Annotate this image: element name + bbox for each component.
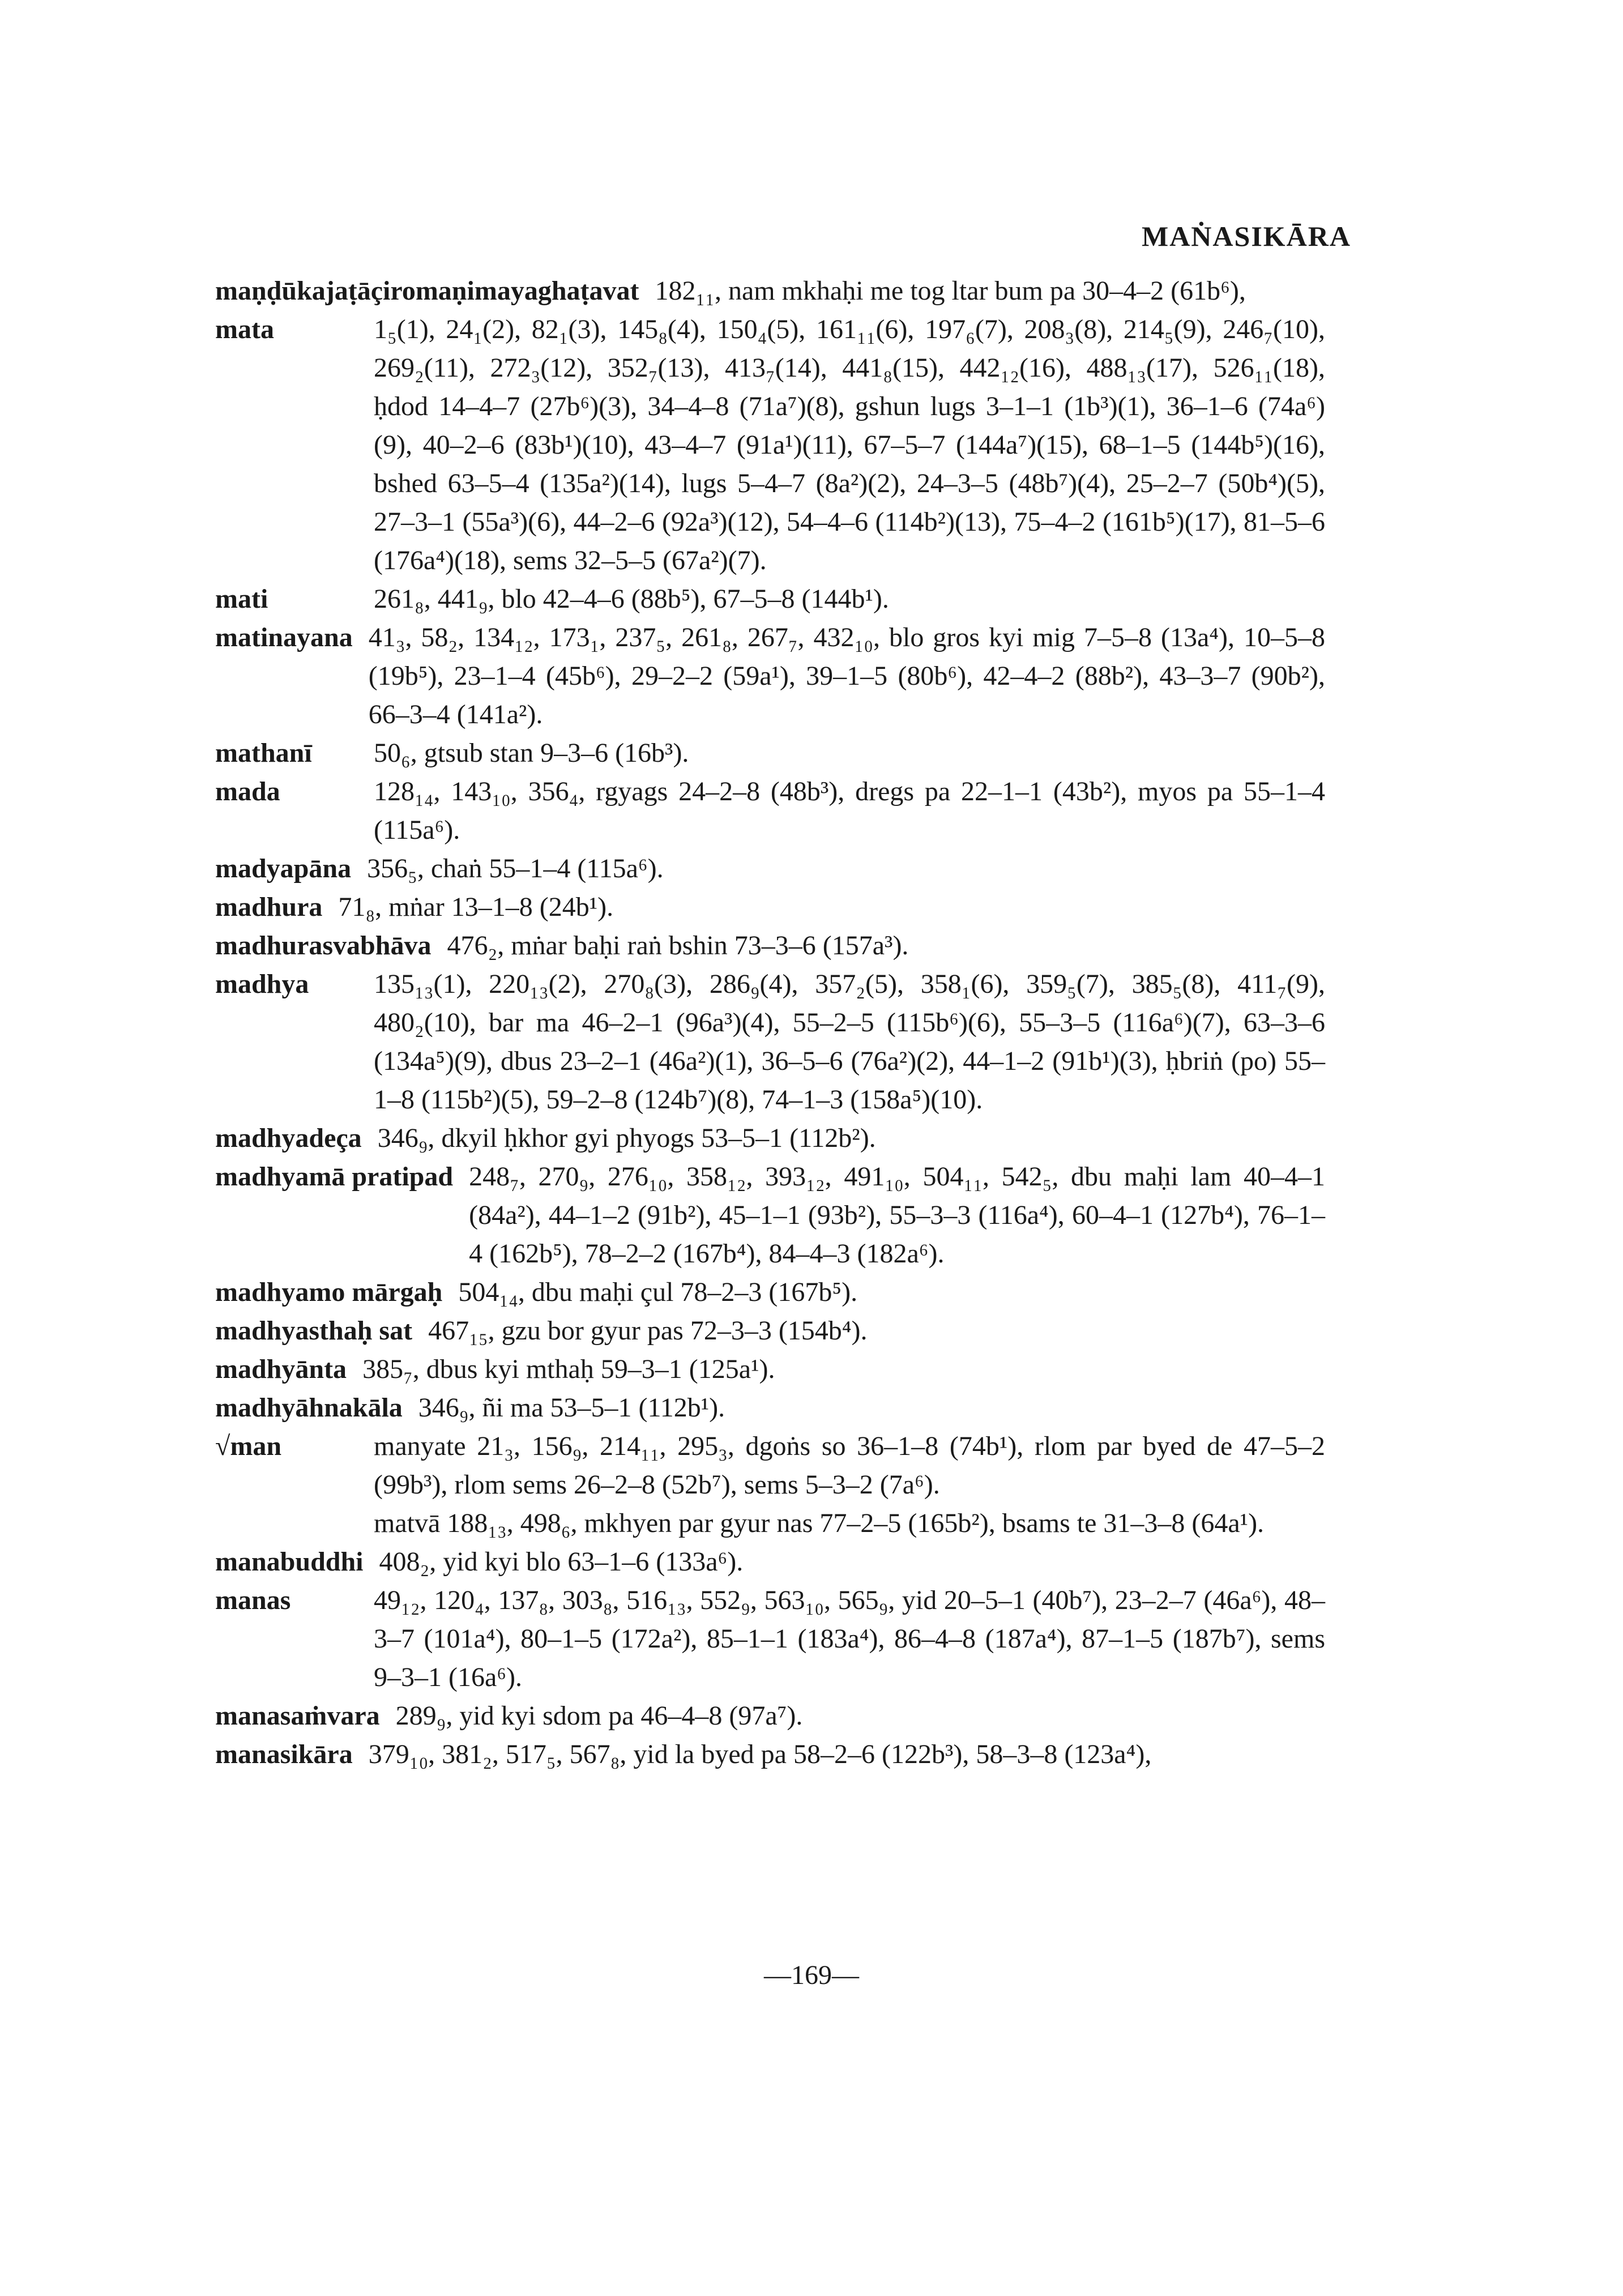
entry-text: 467₁₅, gzu bor gyur pas 72–3–3 (154b⁴).	[428, 1316, 868, 1346]
entry	[215, 1312, 1325, 1350]
headword: √man	[215, 1431, 282, 1461]
entry-text: 128₁₄, 143₁₀, 356₄, rgyags 24–2–8 (48b³), dregs pa 22–1–1 (43b²), myos pa 55–1–4 (115a⁶).	[374, 776, 1325, 845]
entry-text: 248₇, 270₉, 276₁₀, 358₁₂, 393₁₂, 491₁₀, 504₁₁, 542₅, dbu maḥi lam 40–4–1 (84a²), 44–1–2 (91b²), 45–1–1 (93b²), 55–3–3 (116a⁴), 60–4–1 (127b⁴), 76–1–4 (162b⁵), 78–2–2 (167b⁴), 84–4–3 (182a⁶).	[469, 1162, 1325, 1269]
entry	[215, 618, 1325, 734]
entry-text: 385₇, dbus kyi mthaḥ 59–3–1 (125a¹).	[362, 1354, 775, 1384]
entry	[215, 580, 1325, 618]
entry-text: 50₆, gtsub stan 9–3–6 (16b³).	[374, 738, 689, 768]
entry	[215, 1581, 1325, 1697]
headword: manas	[215, 1585, 291, 1615]
headword: madhura	[215, 892, 323, 922]
page-number: —169—	[764, 1960, 859, 1990]
entry-text: 346₉, ñi ma 53–5–1 (112b¹).	[418, 1393, 725, 1423]
entry	[215, 1697, 1325, 1735]
entry-text: 49₁₂, 120₄, 137₈, 303₈, 516₁₃, 552₉, 563₁₀, 565₉, yid 20–5–1 (40b⁷), 23–2–7 (46a⁶), 48–3–7 (101a⁴), 80–1–5 (172a²), 85–1–1 (183a⁴), 86–4–8 (187a⁴), 87–1–5 (187b⁷), sems 9–3–1 (16a⁶).	[374, 1585, 1325, 1692]
entry	[215, 850, 1325, 888]
headword: matinayana	[215, 622, 353, 652]
headword: mati	[215, 584, 268, 614]
headword: madhurasvabhāva	[215, 931, 432, 961]
headword: madhyānta	[215, 1354, 347, 1384]
entry	[215, 1389, 1325, 1427]
headword: madhya	[215, 969, 309, 999]
headword: madhyadeça	[215, 1123, 362, 1153]
entry-text: 71₈, mṅar 13–1–8 (24b¹).	[338, 892, 614, 922]
entry-text: 41₃, 58₂, 134₁₂, 173₁, 237₅, 261₈, 267₇, 432₁₀, blo gros kyi mig 7–5–8 (13a⁴), 10–5–8 (19b⁵), 23–1–4 (45b⁶), 29–2–2 (59a¹), 39–1–5 (80b⁶), 42–4–2 (88b²), 43–3–7 (90b²), 66–3–4 (141a²).	[368, 622, 1325, 729]
entry	[215, 927, 1325, 965]
headword: manabuddhi	[215, 1547, 364, 1577]
entry-text: 504₁₄, dbu maḥi çul 78–2–3 (167b⁵).	[458, 1277, 858, 1307]
entry-text: 1₅(1), 24₁(2), 82₁(3), 145₈(4), 150₄(5), 161₁₁(6), 197₆(7), 208₃(8), 214₅(9), 246₇(10), 269₂(11), 272₃(12), 352₇(13), 413₇(14), 441₈(15), 442₁₂(16), 488₁₃(17), 526₁₁(18), ḥdod 14–4–7 (27b⁶)(3), 34–4–8 (71a⁷)(8), gshun lugs 3–1–1 (1b³)(1), 36–1–6 (74a⁶)(9), 40–2–6 (83b¹)(10), 43–4–7 (91a¹)(11), 67–5–7 (144a⁷)(15), 68–1–5 (144b⁵)(16), bshed 63–5–4 (135a²)(14), lugs 5–4–7 (8a²)(2), 24–3–5 (48b⁷)(4), 25–2–7 (50b⁴)(5), 27–3–1 (55a³)(6), 44–2–6 (92a³)(12), 54–4–6 (114b²)(13), 75–4–2 (161b⁵)(17), 81–5–6 (176a⁴)(18), sems 32–5–5 (67a²)(7).	[374, 314, 1325, 575]
dictionary-entries	[215, 272, 1325, 1774]
headword: madyapāna	[215, 853, 352, 884]
entry-text: 289₉, yid kyi sdom pa 46–4–8 (97a⁷).	[395, 1701, 803, 1731]
entry	[215, 888, 1325, 927]
entry-text: 261₈, 441₉, blo 42–4–6 (88b⁵), 67–5–8 (144b¹).	[374, 584, 889, 614]
entry-text: 346₉, dkyil ḥkhor gyi phyogs 53–5–1 (112b²).	[377, 1123, 876, 1153]
headword: madhyamo mārgaḥ	[215, 1277, 443, 1307]
entry	[215, 1350, 1325, 1389]
entry	[215, 965, 1325, 1119]
entry	[215, 773, 1325, 850]
entry-text: 182₁₁, nam mkhaḥi me tog ltar bum pa 30–4–2 (61b⁶),	[655, 276, 1246, 306]
entry-body	[374, 1427, 1325, 1543]
entry-text: 135₁₃(1), 220₁₃(2), 270₈(3), 286₉(4), 357₂(5), 358₁(6), 359₅(7), 385₅(8), 411₇(9), 480₂(10), bar ma 46–2–1 (96a³)(4), 55–2–5 (115b⁶)(6), 55–3–5 (116a⁶)(7), 63–3–6 (134a⁵)(9), dbus 23–2–1 (46a²)(1), 36–5–6 (76a²)(2), 44–1–2 (91b¹)(3), ḥbriṅ (po) 55–1–8 (115b²)(5), 59–2–8 (124b⁷)(8), 74–1–3 (158a⁵)(10).	[374, 969, 1325, 1115]
headword: mada	[215, 776, 280, 806]
entry	[215, 1543, 1325, 1581]
entry	[215, 1427, 1325, 1543]
entry	[215, 310, 1325, 580]
entry-text: 408₂, yid kyi blo 63–1–6 (133a⁶).	[379, 1547, 744, 1577]
headword: mata	[215, 314, 274, 344]
entry	[215, 1735, 1325, 1774]
entry-text: 476₂, mṅar baḥi raṅ bshin 73–3–6 (157a³).	[447, 931, 909, 961]
headword: manasikāra	[215, 1739, 353, 1769]
entry	[215, 1119, 1325, 1158]
entry	[215, 734, 1325, 773]
headword: madhyamā pratipad	[215, 1162, 454, 1192]
entry-text: manyate 21₃, 156₉, 214₁₁, 295₃, dgoṅs so 36–1–8 (74b¹), rlom par byed de 47–5–2 (99b³), rlom sems 26–2–8 (52b⁷), sems 5–3–2 (7a⁶).	[374, 1431, 1325, 1500]
entry-subtext: matvā 188₁₃, 498₆, mkhyen par gyur nas 77–2–5 (165b²), bsams te 31–3–8 (64a¹).	[374, 1508, 1265, 1538]
entry	[215, 1158, 1325, 1273]
headword: maṇḍūkajaṭāçiromaṇimayaghaṭavat	[215, 276, 639, 306]
running-head: MAṄASIKĀRA	[1142, 220, 1351, 252]
headword: mathanī	[215, 738, 312, 768]
entry	[215, 272, 1325, 310]
entry	[215, 1273, 1325, 1312]
headword: madhyāhnakāla	[215, 1393, 403, 1423]
entry-text: 379₁₀, 381₂, 517₅, 567₈, yid la byed pa 58–2–6 (122b³), 58–3–8 (123a⁴),	[368, 1739, 1152, 1769]
headword: manasaṁvara	[215, 1701, 380, 1731]
headword: madhyasthaḥ sat	[215, 1316, 413, 1346]
entry-text: 356₅, chaṅ 55–1–4 (115a⁶).	[367, 853, 664, 884]
